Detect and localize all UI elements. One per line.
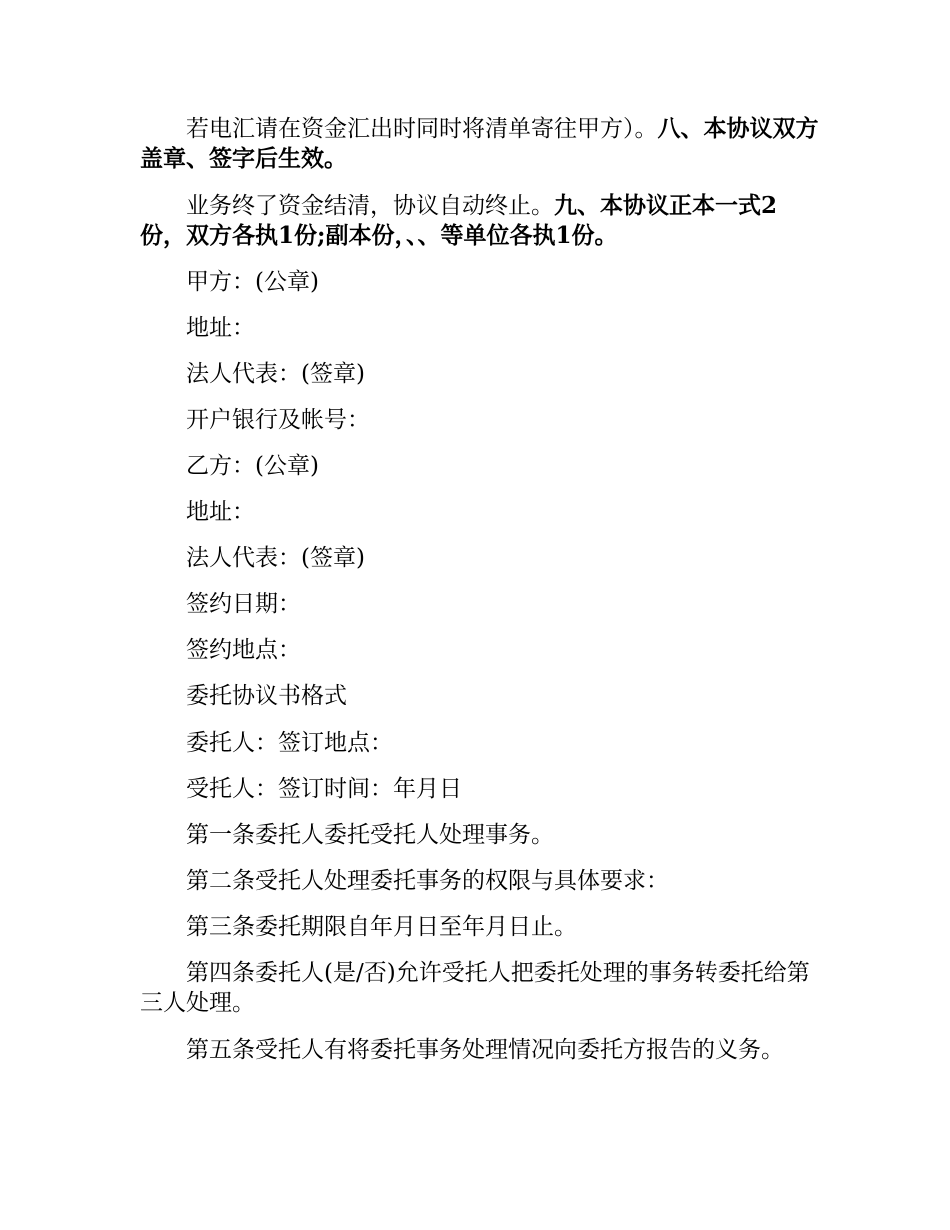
article-four: 第四条委托人(是/否)允许受托人把委托处理的事务转委托给第三人处理。 xyxy=(140,960,810,1016)
text-plain: 若电汇请在资金汇出时同时将清单寄往甲方）。 xyxy=(186,116,658,142)
line-agent-signing-time: 受托人：签订时间：年月日 xyxy=(186,776,462,802)
line-party-b-seal: 乙方：(公章) xyxy=(186,453,319,479)
line-principal-signing-place: 委托人：签订地点： xyxy=(186,730,393,756)
article-three: 第三条委托期限自年月日至年月日止。 xyxy=(186,914,577,940)
line-entrustment-format-title: 委托协议书格式 xyxy=(186,683,347,709)
line-signing-date: 签约日期： xyxy=(186,591,301,617)
article-five: 第五条受托人有将委托事务处理情况向委托方报告的义务。 xyxy=(186,1037,784,1063)
line-party-a-bank-account: 开户银行及帐号： xyxy=(186,407,370,433)
article-one: 第一条委托人委托受托人处理事务。 xyxy=(186,822,554,848)
paragraph-wire-transfer-clause-eight xyxy=(140,114,820,174)
line-party-a-seal: 甲方：(公章) xyxy=(186,269,319,295)
line-signing-place: 签约地点： xyxy=(186,637,301,663)
text-bold: 九、本协议正本一式2份，双方各执1份;副本份，、、等单位各执1份。 xyxy=(140,192,778,249)
line-party-b-legal-rep: 法人代表：(签章) xyxy=(186,545,365,571)
paragraph-termination-clause-nine xyxy=(140,191,820,251)
line-party-a-legal-rep: 法人代表：(签章) xyxy=(186,361,365,387)
text-bold: 八、本协议双方盖章、签字后生效。 xyxy=(140,115,819,172)
line-party-b-address: 地址： xyxy=(186,499,255,525)
article-two: 第二条受托人处理委托事务的权限与具体要求： xyxy=(186,868,669,894)
text-plain: 业务终了资金结清，协议自动终止。 xyxy=(186,193,554,219)
line-party-a-address: 地址： xyxy=(186,315,255,341)
